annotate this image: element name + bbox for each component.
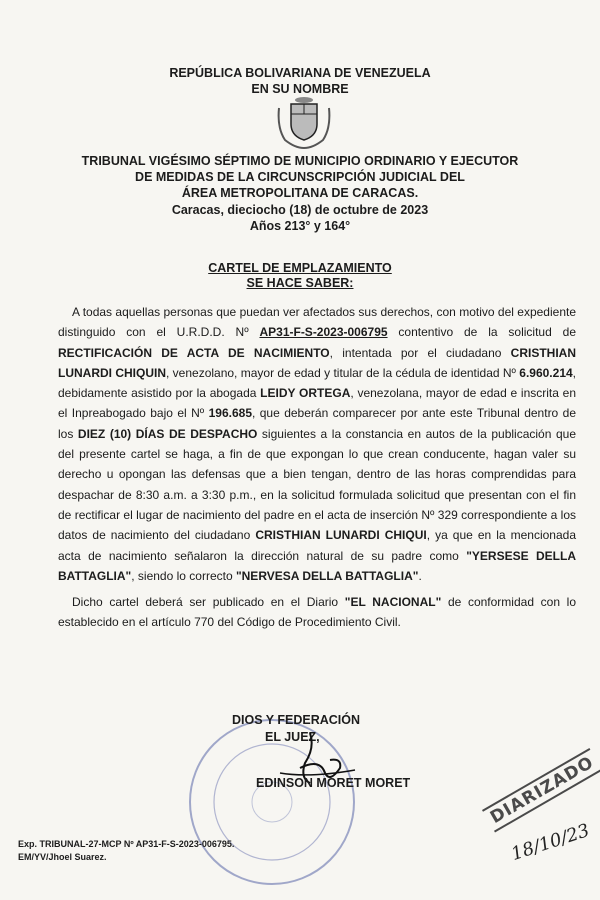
petitioner-name-2: CRISTHIAN LUNARDI CHIQUI: [255, 528, 427, 543]
document-years: Años 213° y 164°: [249, 219, 351, 233]
initials-reference: EM/YV/Jhoel Suarez.: [18, 852, 107, 862]
court-name-line1: TRIBUNAL VIGÉSIMO SÉPTIMO DE MUNICIPIO ORDINARIO Y EJECUTOR: [81, 154, 519, 168]
court-name-line3: ÁREA METROPOLITANA DE CARACAS.: [181, 186, 419, 200]
notice-paragraph-1: A todas aquellas personas que puedan ver afectados sus derechos, con motivo del expediente distinguido con el U.R.D.D. Nº AP31-F-S-2023-006795 contentivo de la solicitud de RECTIFICACIÓN DE ACTA DE NACIMIENTO, intentada por el ciudadano CRISTHIAN LUNARDI CHIQUIN, venezolano, mayor de edad y titular de la cédula de identidad Nº 6.960.214, debidamente asistido por la abogada LEIDY ORTEGA, venezolana, mayor de edad e inscrita en el Inpreabogado bajo el Nº 196.685, que deberán comparecer por ante este Tribunal dentro de los DIEZ (10) DÍAS DE DESPACHO siguientes a la constancia en autos de la publicación que del presente cartel se haga, a fin de que expongan lo que crean conducente, hagan valer su derecho u opongan las defensas que a bien tengan, dentro de las horas comprendidas para despachar de 8:30 a.m. a 3:30 p.m., en la solicitud formulada solicitud que presentan con el fin de rectificar el lugar de nacimiento del padre en el acta de inserción Nº 329 correspondiente a los datos de nacimiento del ciudadano CRISTHIAN LUNARDI CHIQUI, ya que en la mencionada acta de nacimiento señalaron la dirección natural de su padre como "YERSESE DELLA BATTAGLIA", siendo lo correcto "NERVESA DELLA BATTAGLIA".: [58, 305, 577, 583]
judge-role: EL JUEZ,: [265, 730, 320, 744]
petitioner-name: CRISTHIAN LUNARDI CHIQUIN: [58, 345, 577, 380]
diarizado-date: 18/10/23: [508, 820, 593, 865]
wrong-birthplace: "YERSESE DELLA BATTAGLIA": [58, 548, 576, 583]
newspaper-name: "EL NACIONAL": [344, 595, 442, 610]
file-reference: Exp. TRIBUNAL-27-MCP Nº AP31-F-S-2023-006795.: [18, 839, 235, 849]
document-title: CARTEL DE EMPLAZAMIENTO: [208, 261, 392, 275]
notice-paragraph-2: Dicho cartel deberá ser publicado en el Diario "EL NACIONAL" de conformidad con lo establecido en el artículo 770 del Código de Procedimiento Civil.: [58, 595, 577, 630]
lawyer-name: LEIDY ORTEGA: [260, 386, 351, 401]
correct-birthplace: "NERVESA DELLA BATTAGLIA": [235, 568, 419, 583]
inpre-number: 196.685: [208, 406, 252, 421]
petition-type: RECTIFICACIÓN DE ACTA DE NACIMIENTO: [58, 345, 330, 360]
document-date: Caracas, dieciocho (18) de octubre de 2023: [171, 203, 429, 217]
id-number: 6.960.214: [519, 365, 573, 380]
motto: DIOS Y FEDERACIÓN: [232, 713, 361, 727]
deadline: DIEZ (10) DÍAS DE DESPACHO: [77, 426, 258, 441]
diarizado-label: DIARIZADO: [482, 748, 600, 833]
notice-body: [58, 302, 576, 633]
republic-heading: REPÚBLICA BOLIVARIANA DE VENEZUELA: [169, 66, 431, 80]
judge-name: EDINSON MORET MORET: [256, 776, 411, 790]
in-name-heading: EN SU NOMBRE: [251, 82, 349, 96]
court-name-line2: DE MEDIDAS DE LA CIRCUNSCRIPCIÓN JUDICIAL DEL: [135, 170, 465, 184]
document-subtitle: SE HACE SABER:: [246, 276, 354, 290]
case-number: AP31-F-S-2023-006795: [259, 325, 388, 340]
coat-of-arms-icon: [275, 98, 333, 150]
